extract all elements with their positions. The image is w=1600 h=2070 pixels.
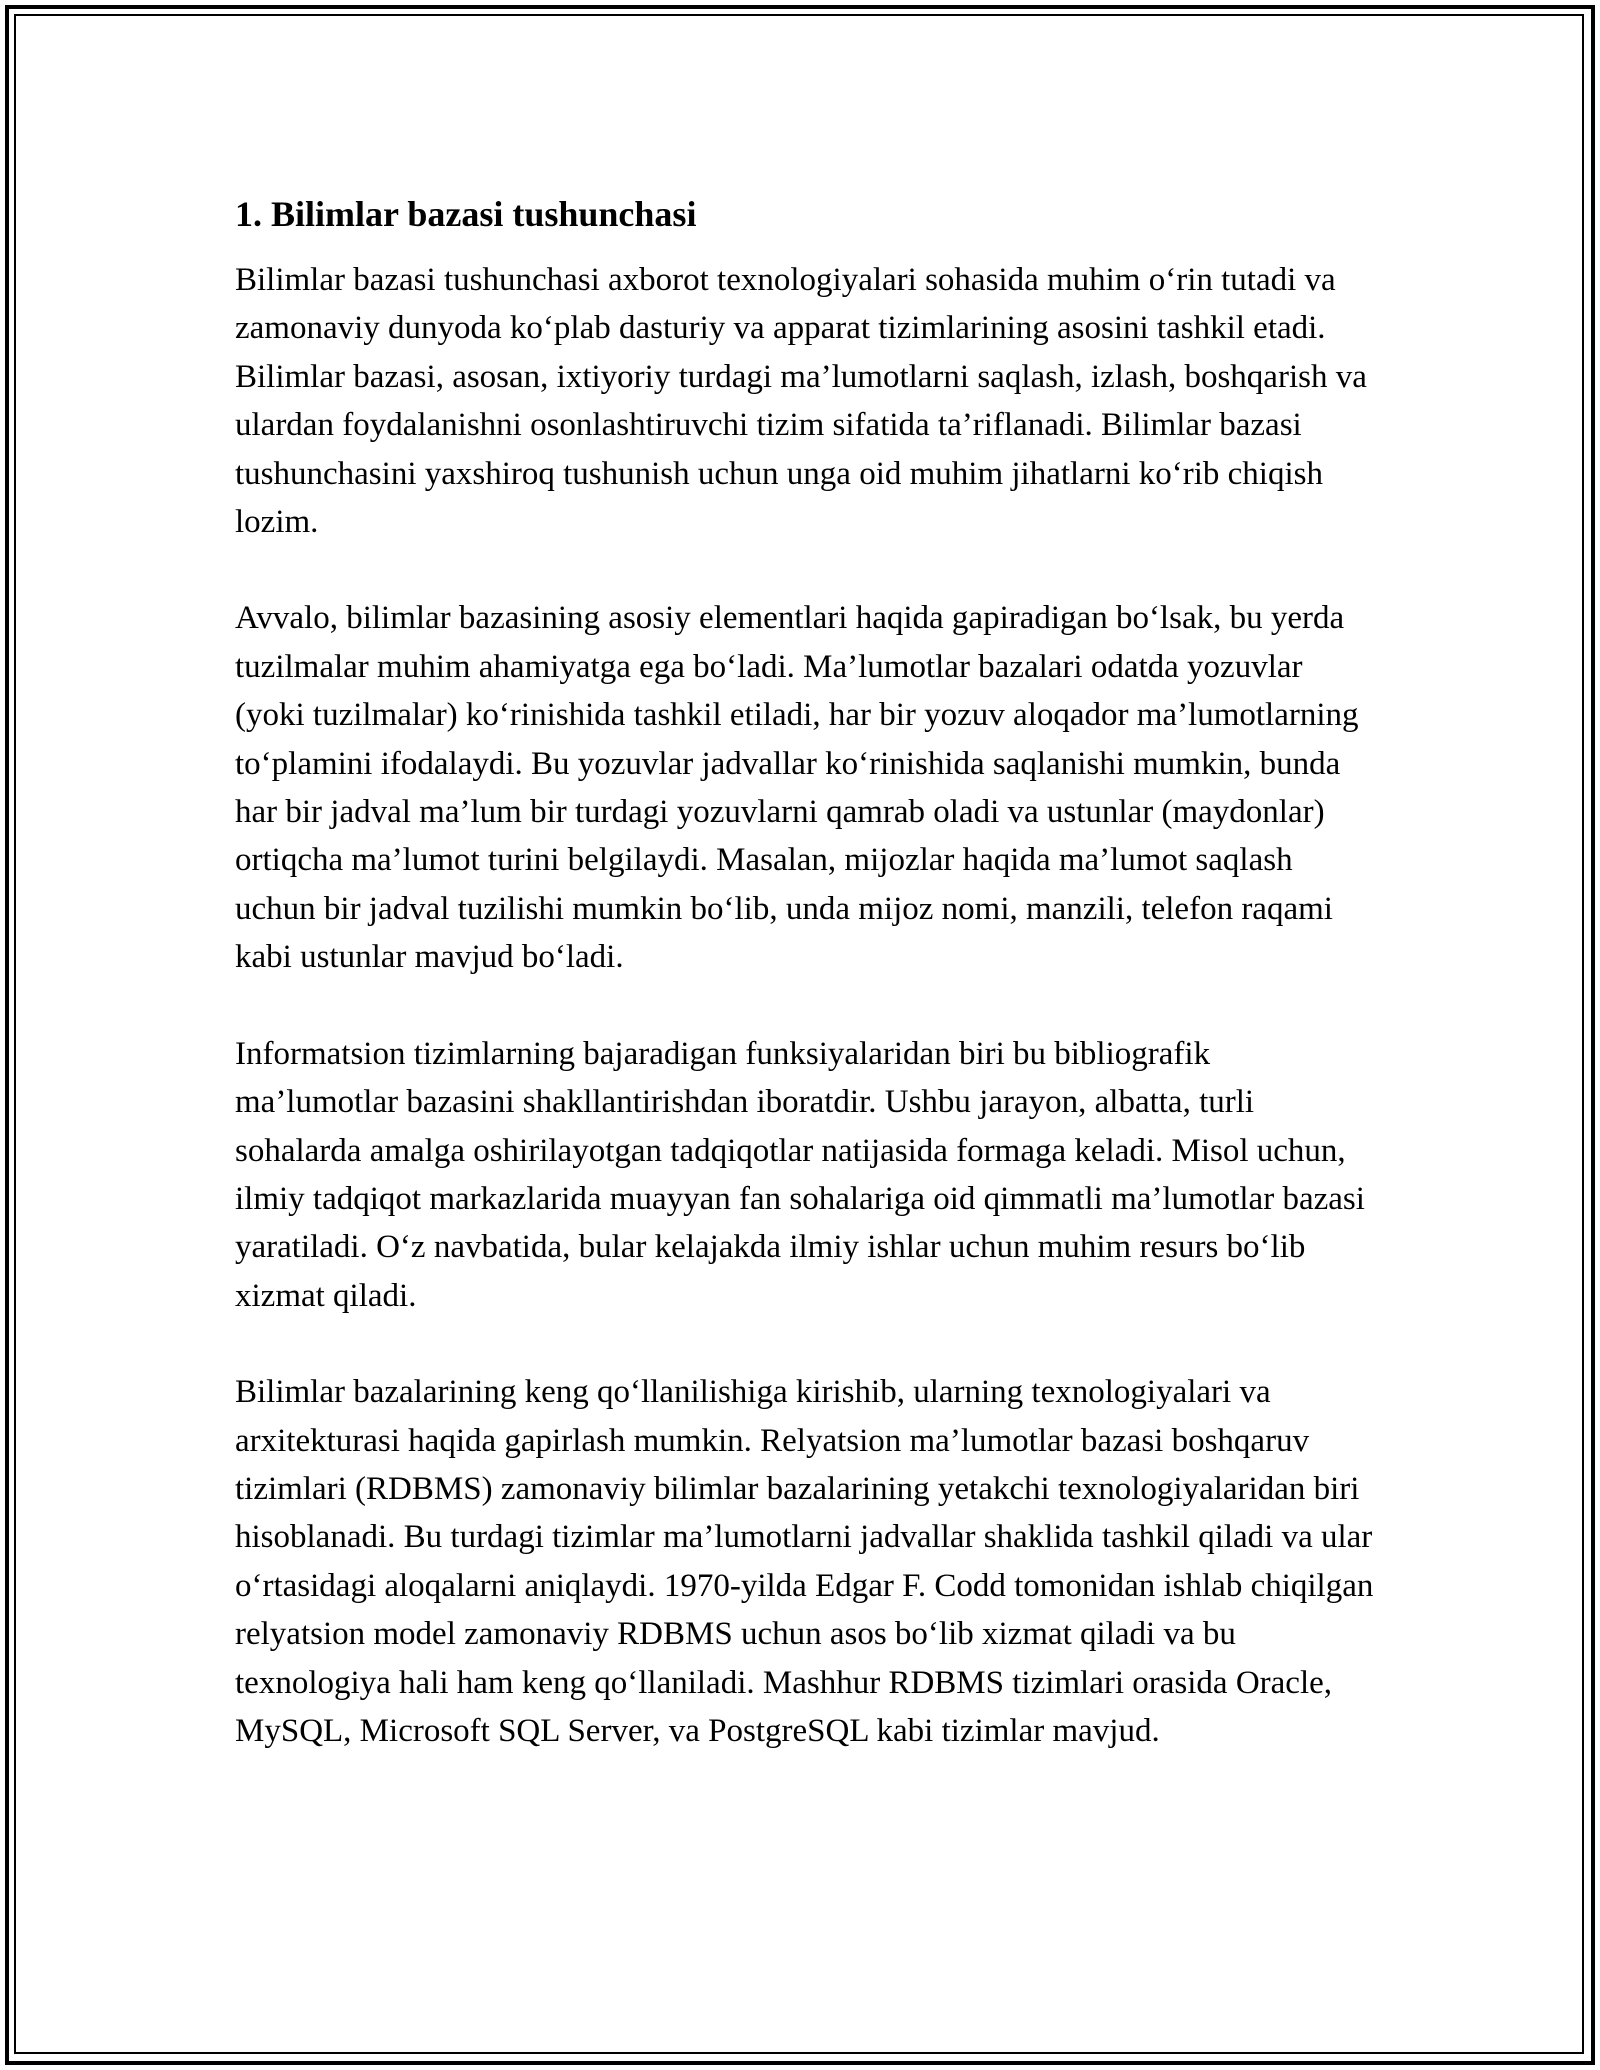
paragraph-3: Informatsion tizimlarning bajaradigan funksiyalaridan biri bu bibliografik ma’lumotlar bazasini shakllantirishdan iboratdir. Ushbu jarayon, albatta, turli sohalarda amalga oshirilayotgan tadqiqotlar natijasida formaga keladi. Misol uchun, ilmiy tadqiqot markazlarida muayyan fan sohalariga oid qimmatli ma’lumotlar bazasi yaratiladi. O‘z navbatida, bular kelajakda ilmiy ishlar uchun muhim resurs bo‘lib xizmat qiladi. — [235, 1035, 1365, 1314]
section-heading: 1. Bilimlar bazasi tushunchasi — [235, 194, 697, 234]
paragraph-2: Avvalo, bilimlar bazasining asosiy elementlari haqida gapiradigan bo‘lsak, bu yerda tuzilmalar muhim ahamiyatga ega bo‘ladi. Ma’lumotlar bazalari odatda yozuvlar (yoki tuzilmalar) ko‘rinishida tashkil etiladi, har bir yozuv aloqador ma’lumotlarning to‘plamini ifodalaydi. Bu yozuvlar jadvallar ko‘rinishida saqlanishi mumkin, bunda har bir jadval ma’lum bir turdagi yozuvlarni qamrab oladi va ustunlar (maydonlar) ortiqcha ma’lumot turini belgilaydi. Masalan, mijozlar haqida ma’lumot saqlash uchun bir jadval tuzilishi mumkin bo‘lib, unda mijoz nomi, manzili, telefon raqami kabi ustunlar mavjud bo‘ladi. — [235, 600, 1359, 976]
paragraph-4: Bilimlar bazalarining keng qo‘llanilishiga kirishib, ularning texnologiyalari va arxitekturasi haqida gapirlash mumkin. Relyatsion ma’lumotlar bazasi boshqaruv tizimlari (RDBMS) zamonaviy bilimlar bazalarining yetakchi texnologiyalaridan biri hisoblanadi. Bu turdagi tizimlar ma’lumotlarni jadvallar shaklida tashkil qiladi va ular o‘rtasidagi aloqalarni aniqlaydi. 1970-yilda Edgar F. Codd tomonidan ishlab chiqilgan relyatsion model zamonaviy RDBMS uchun asos bo‘lib xizmat qiladi va bu texnologiya hali ham keng qo‘llaniladi. Mashhur RDBMS tizimlari orasida Oracle, MySQL, Microsoft SQL Server, va PostgreSQL kabi tizimlar mavjud. — [235, 1374, 1374, 1749]
document-body — [235, 190, 1375, 1803]
paragraph-1: Bilimlar bazasi tushunchasi axborot texnologiyalari sohasida muhim o‘rin tutadi va zamonaviy dunyoda ko‘plab dasturiy va apparat tizimlarining asosini tashkil etadi. Bilimlar bazasi, asosan, ixtiyoriy turdagi ma’lumotlarni saqlash, izlash, boshqarish va ulardan foydalanishni osonlashtiruvchi tizim sifatida ta’riflanadi. Bilimlar bazasi tushunchasini yaxshiroq tushunish uchun unga oid muhim jihatlarni ko‘rib chiqish lozim. — [235, 262, 1367, 541]
